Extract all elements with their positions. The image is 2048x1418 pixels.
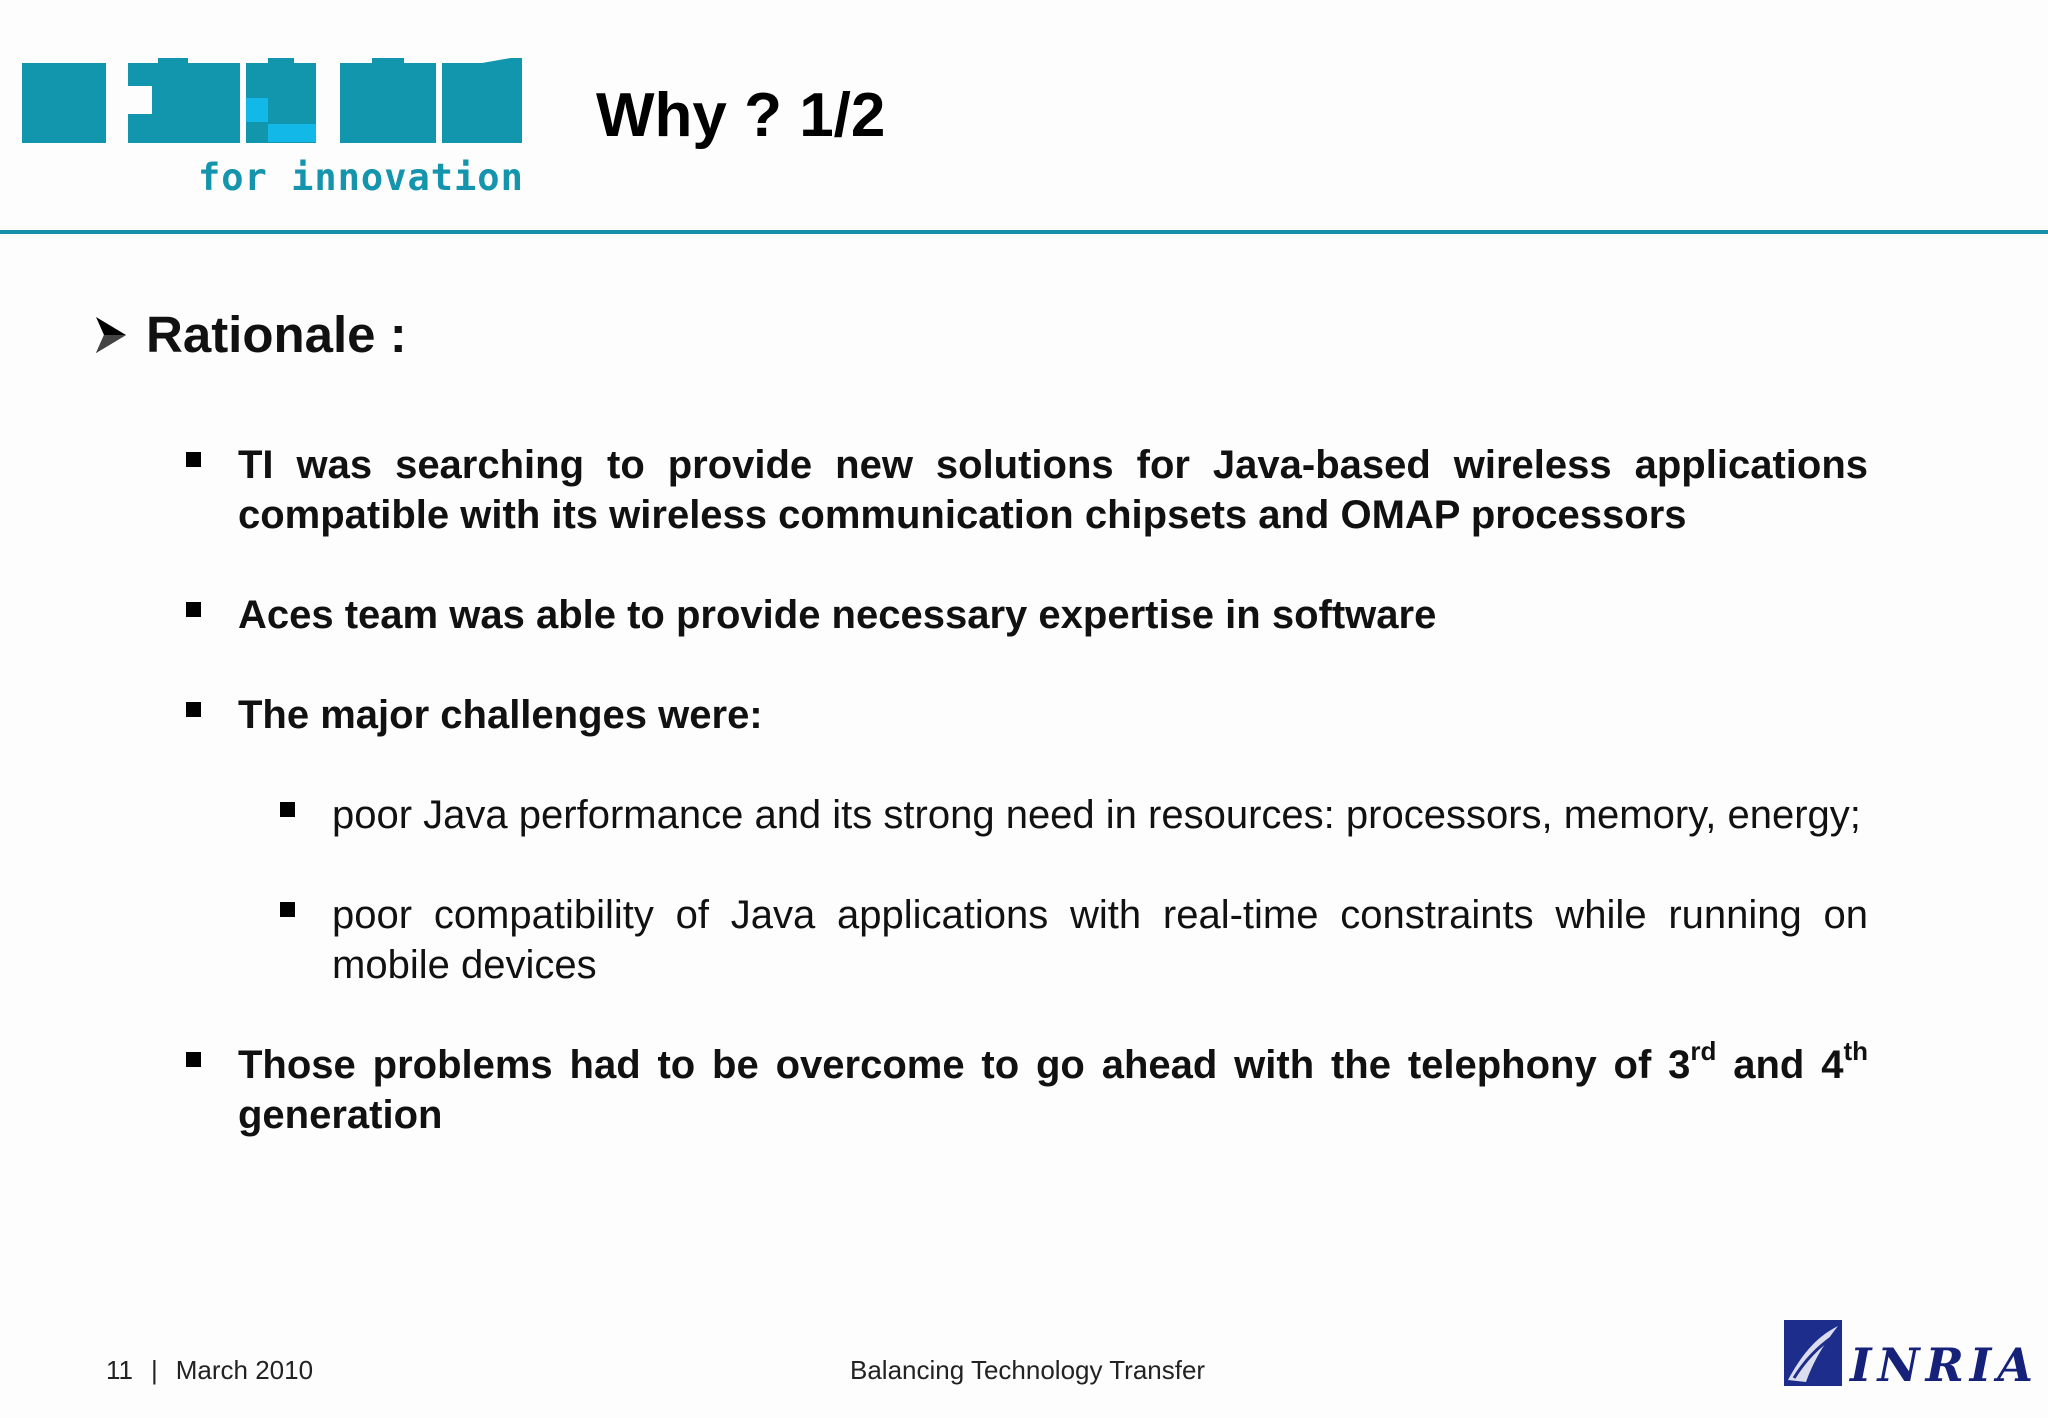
square-bullet-icon xyxy=(186,702,201,717)
section-heading xyxy=(94,305,407,364)
footer-title: Balancing Technology Transfer xyxy=(850,1355,1206,1385)
logo-tagline: for innovation xyxy=(198,156,524,199)
inria-brand-text: INRIA xyxy=(1850,1338,2040,1392)
bullet-item xyxy=(186,440,1868,540)
bullet-item xyxy=(186,590,1868,640)
sub-bullet-text: poor Java performance and its strong need in resources: processors, memory, energy; xyxy=(332,793,1861,837)
square-bullet-icon xyxy=(280,902,295,917)
square-bullet-icon xyxy=(186,602,201,617)
bullet-text-part: and 4 xyxy=(1716,1043,1844,1087)
bullet-text-part: Those problems had to be overcome to go ahead with the telephony of 3 xyxy=(238,1043,1691,1087)
bullet-text: The major challenges were: xyxy=(238,693,763,737)
bullet-text: Aces team was able to provide necessary expertise in software xyxy=(238,593,1437,637)
inria-logo-icon xyxy=(1780,1318,1850,1390)
sub-bullet-text: poor compatibility of Java applications with real-time constraints while running on mobile devices xyxy=(332,893,1868,987)
for-innovation-logo xyxy=(22,58,542,218)
bullet-item xyxy=(186,1035,1868,1140)
footer-date: March 2010 xyxy=(175,1355,314,1385)
bullet-item xyxy=(186,690,1868,740)
square-bullet-icon xyxy=(280,802,295,817)
logo-blocks-icon xyxy=(22,58,542,158)
page-number: 11 xyxy=(106,1355,133,1385)
bullet-list xyxy=(186,440,1868,1140)
bullet-text-part: generation xyxy=(238,1093,443,1137)
section-title: Rationale : xyxy=(146,306,407,363)
square-bullet-icon xyxy=(186,452,201,467)
sub-bullet-item xyxy=(280,790,1868,840)
header-divider xyxy=(0,230,2048,234)
slide-title: Why ? 1/2 xyxy=(596,81,886,150)
bullet-text xyxy=(238,1035,1868,1137)
sub-bullet-item xyxy=(280,890,1868,990)
footer-separator: | xyxy=(151,1355,158,1385)
arrow-bullet-icon xyxy=(94,315,128,355)
bullet-text: TI was searching to provide new solutions for Java-based wireless applications compatible with its wireless communication chipsets and OMAP processors xyxy=(238,443,1868,537)
square-bullet-icon xyxy=(186,1052,201,1067)
ordinal-suffix: rd xyxy=(1690,1035,1717,1066)
footer-left xyxy=(106,1355,313,1386)
ordinal-suffix: th xyxy=(1843,1035,1868,1066)
